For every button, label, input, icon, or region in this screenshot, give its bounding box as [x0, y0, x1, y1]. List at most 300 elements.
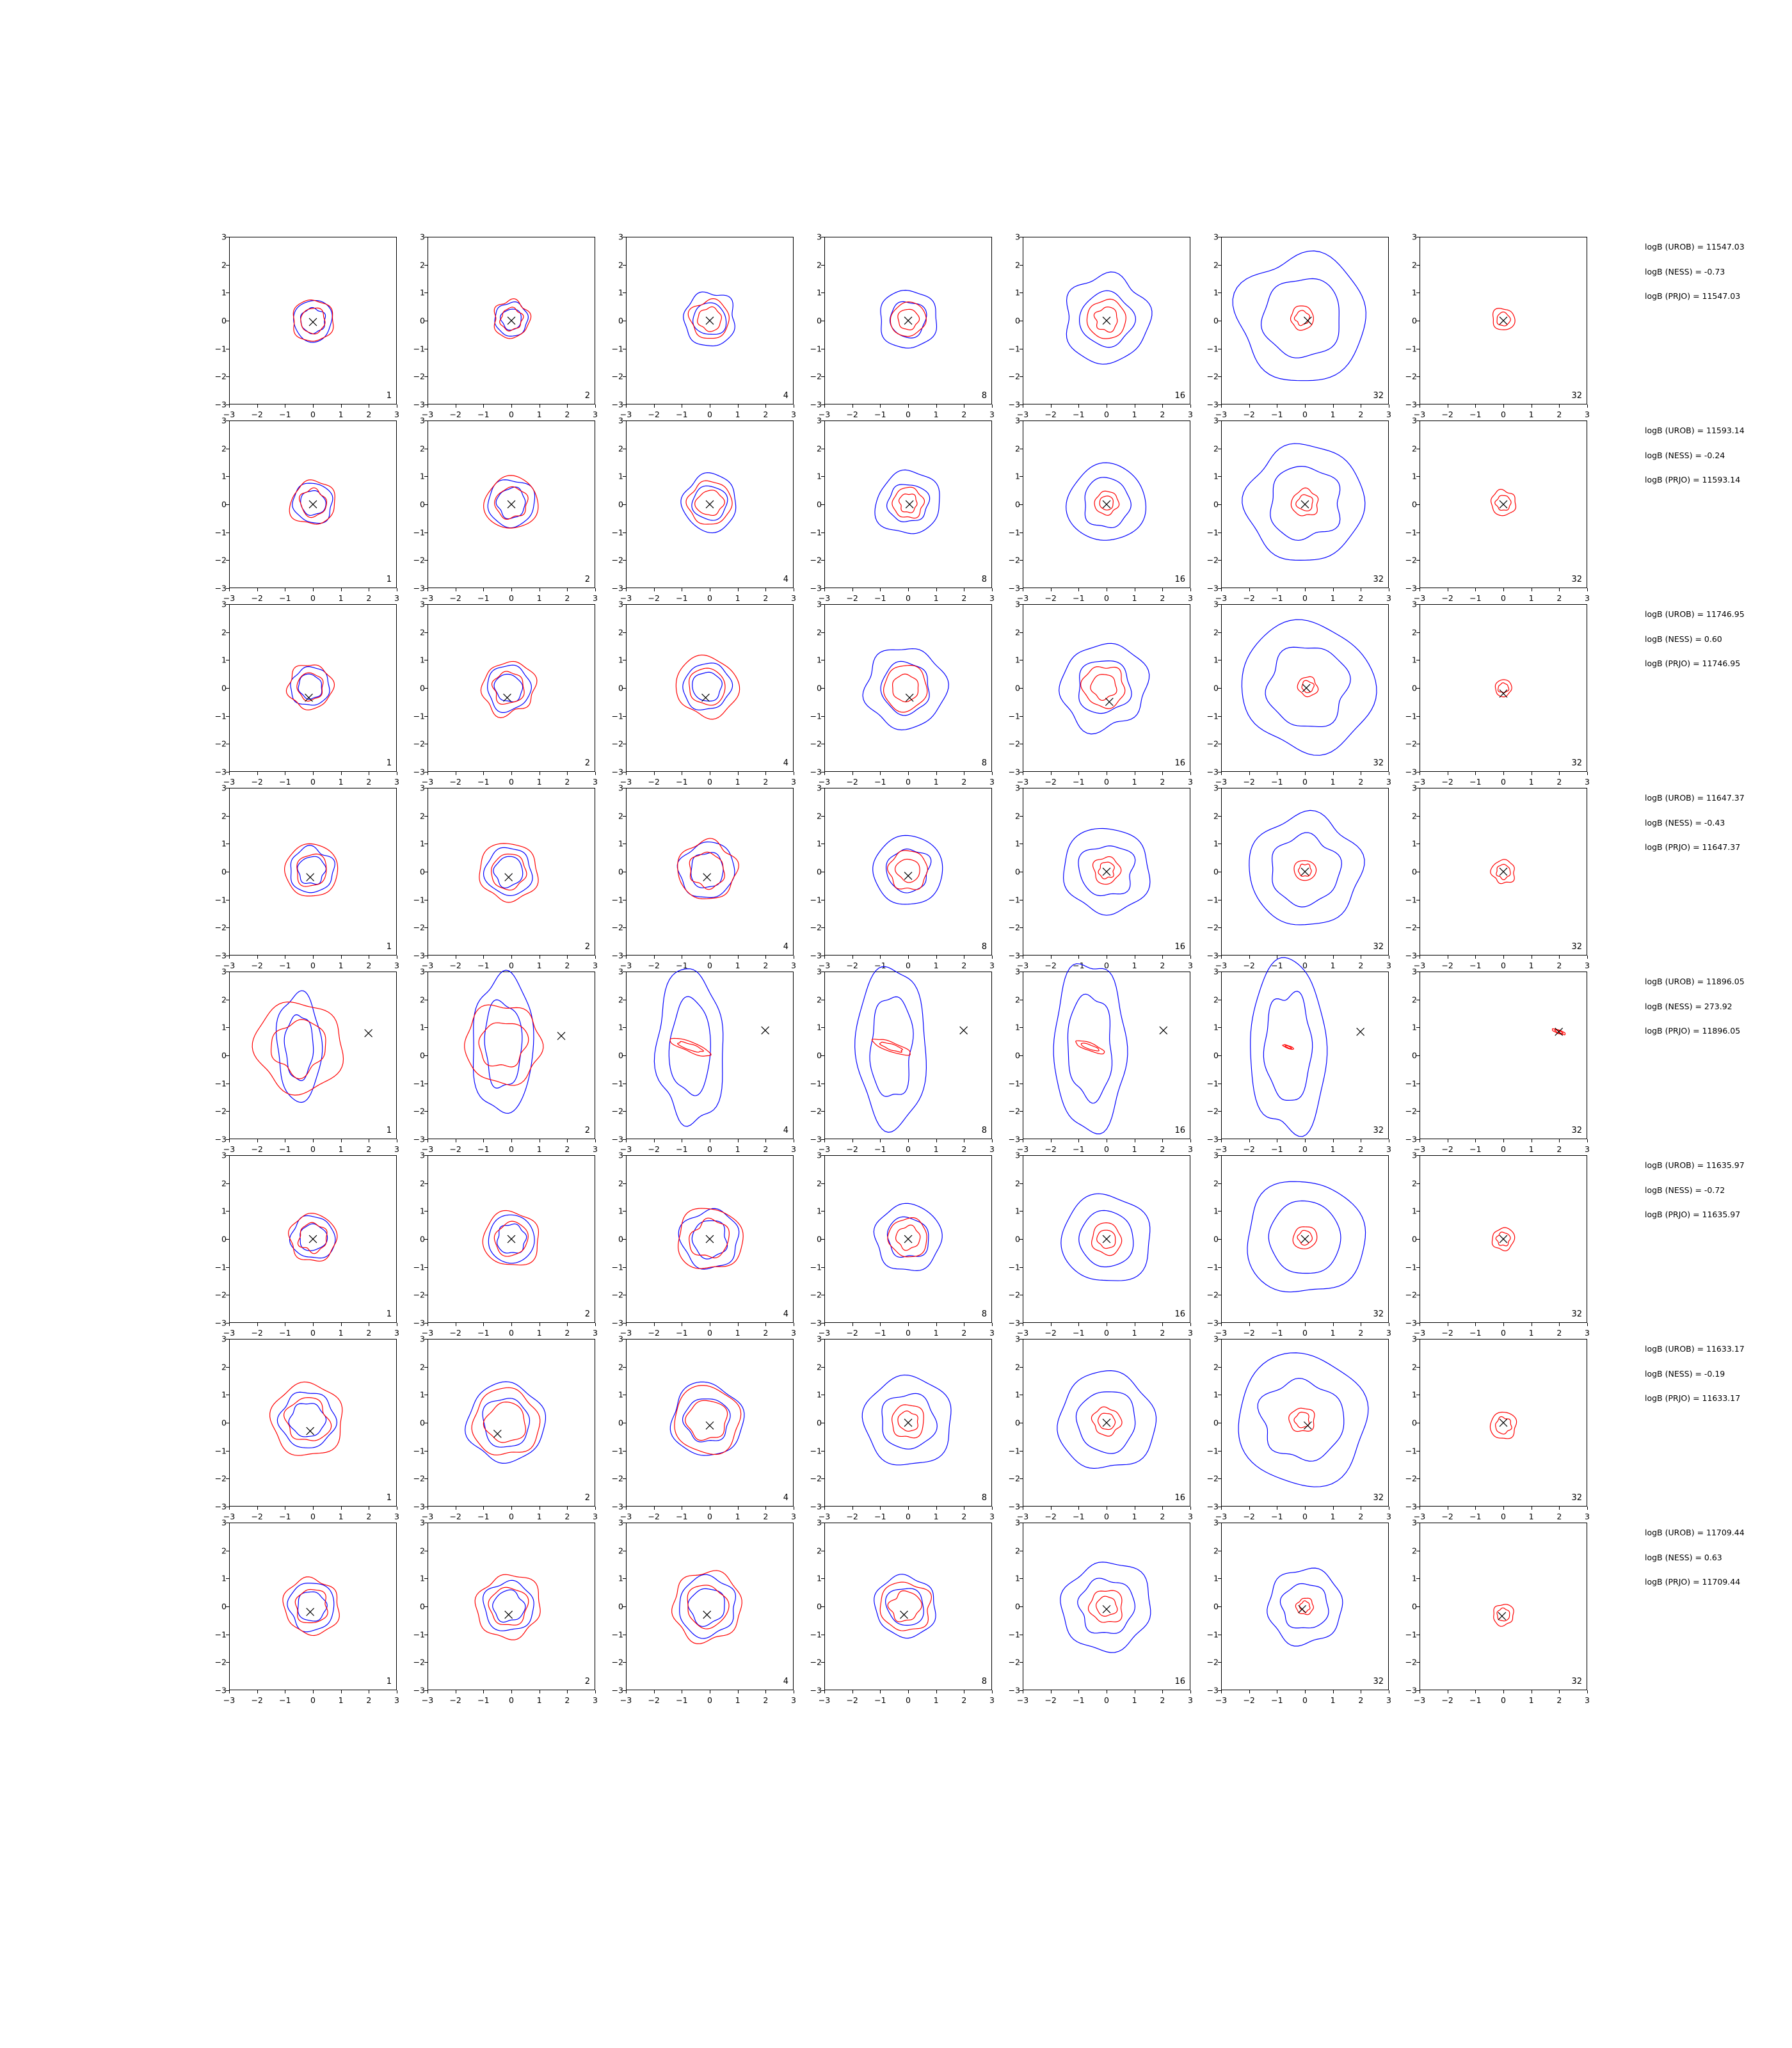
x-tick-label: −2	[846, 1695, 858, 1705]
y-tick-label: 2	[618, 444, 623, 454]
y-tick-label: 3	[1015, 1517, 1020, 1528]
y-tick-label: 2	[1213, 995, 1219, 1005]
y-tick-label: 3	[1213, 232, 1219, 242]
subplot-panel	[1206, 1149, 1408, 1338]
x-tick-label: 2	[1358, 593, 1364, 603]
x-tick-label: −2	[1243, 777, 1255, 787]
approximation-contour-line	[479, 844, 538, 902]
plot-axes	[428, 1155, 595, 1323]
x-tick-mark	[1333, 1139, 1334, 1142]
contour-plot	[1420, 605, 1587, 771]
x-tick-mark	[1051, 1507, 1052, 1510]
y-tick-label: 1	[221, 1206, 227, 1216]
x-tick-mark	[1249, 956, 1250, 959]
x-tick-label: 2	[763, 1512, 769, 1521]
x-tick-mark	[626, 588, 627, 591]
y-tick-label: 3	[817, 966, 822, 977]
y-tick-label: −3	[611, 950, 623, 961]
y-tick-label: −1	[214, 344, 227, 354]
x-tick-label: 3	[1585, 410, 1590, 419]
contour-plot	[230, 1156, 396, 1322]
x-tick-mark	[992, 404, 993, 408]
approximation-contour-line	[1495, 680, 1512, 697]
y-tick-label: 1	[618, 1573, 623, 1583]
stat-line: logB (NESS) = -0.73	[1645, 266, 1725, 276]
y-tick-label: 1	[221, 838, 227, 849]
x-tick-mark	[852, 1139, 853, 1142]
x-tick-label: 0	[707, 961, 712, 970]
y-tick-label: −2	[810, 555, 822, 565]
x-tick-label: 1	[338, 1695, 344, 1705]
y-tick-label: 3	[618, 1334, 623, 1344]
plot-axes	[1023, 972, 1190, 1139]
x-tick-mark	[992, 1323, 993, 1326]
x-tick-label: 1	[536, 1695, 542, 1705]
y-tick-label: 0	[1015, 867, 1020, 877]
plot-axes	[428, 237, 595, 404]
x-tick-label: 1	[536, 1512, 542, 1521]
x-tick-label: 1	[338, 593, 344, 603]
plot-axes	[428, 788, 595, 956]
y-tick-label: 2	[817, 444, 822, 454]
approximation-contour-line	[675, 1386, 741, 1455]
stat-line: logB (UROB) = 11547.03	[1645, 242, 1745, 252]
y-tick-label: 3	[1213, 1517, 1219, 1528]
x-tick-label: 3	[1386, 1695, 1391, 1705]
y-tick-label: 2	[618, 1546, 623, 1556]
panel-count-label: 32	[1571, 1493, 1582, 1503]
y-tick-label: −2	[1405, 1473, 1417, 1484]
x-tick-mark	[257, 772, 258, 775]
y-tick-label: 1	[1213, 1573, 1219, 1583]
subplot-panel	[1405, 1332, 1606, 1521]
x-tick-label: −1	[279, 410, 291, 419]
y-tick-label: −1	[1008, 527, 1020, 538]
x-tick-mark	[1587, 956, 1588, 959]
plot-axes	[1023, 237, 1190, 404]
subplot-panel	[1206, 1516, 1408, 1705]
y-tick-label: 2	[1015, 260, 1020, 270]
contour-plot	[428, 972, 595, 1139]
posterior-contour-line	[863, 649, 948, 730]
subplot-panel	[214, 1149, 416, 1338]
y-tick-label: 3	[221, 415, 227, 426]
x-tick-label: −2	[1044, 777, 1057, 787]
y-tick-label: 0	[817, 316, 822, 326]
contour-plot	[1420, 1156, 1587, 1322]
x-tick-label: −2	[1441, 777, 1453, 787]
y-tick-label: 2	[420, 811, 425, 821]
x-tick-label: −2	[648, 777, 660, 787]
x-tick-label: 3	[791, 1512, 796, 1521]
x-tick-label: 3	[989, 1512, 995, 1521]
x-tick-mark	[738, 1323, 739, 1326]
x-tick-mark	[595, 1139, 596, 1142]
approximation-contour-line	[879, 1042, 902, 1052]
approximation-contour-line	[500, 307, 524, 331]
plot-axes	[1420, 237, 1587, 404]
y-tick-label: −2	[1008, 371, 1020, 381]
y-tick-label: −3	[810, 950, 822, 961]
y-tick-label: −2	[214, 1473, 227, 1484]
x-tick-label: 2	[1556, 1144, 1562, 1154]
x-tick-mark	[595, 772, 596, 775]
plot-axes	[229, 420, 397, 588]
x-tick-label: −2	[1044, 1512, 1057, 1521]
x-tick-label: −3	[223, 961, 236, 970]
subplot-panel	[1206, 1332, 1408, 1521]
x-tick-label: 2	[564, 1695, 570, 1705]
y-tick-label: 2	[221, 444, 227, 454]
posterior-contour-line	[855, 966, 927, 1132]
plot-axes	[1420, 420, 1587, 588]
approximation-contour-line	[285, 844, 338, 896]
x-tick-mark	[654, 588, 655, 591]
x-tick-label: 3	[1585, 961, 1590, 970]
approximation-contour-line	[286, 665, 334, 710]
subplot-panel	[611, 1149, 813, 1338]
x-tick-mark	[1078, 1323, 1079, 1326]
plot-axes	[428, 604, 595, 772]
x-tick-mark	[1587, 1690, 1588, 1693]
row-stats-block	[1645, 794, 1786, 868]
x-tick-label: 1	[1132, 777, 1137, 787]
x-tick-mark	[1503, 772, 1504, 775]
y-tick-label: −2	[1206, 922, 1219, 932]
x-tick-label: −1	[279, 1695, 291, 1705]
x-tick-mark	[1078, 772, 1079, 775]
y-tick-label: 3	[420, 1517, 425, 1528]
y-tick-label: 0	[420, 499, 425, 509]
plot-axes	[1023, 1523, 1190, 1690]
y-tick-label: 3	[221, 232, 227, 242]
y-tick-label: −1	[611, 527, 623, 538]
y-tick-label: −3	[611, 1501, 623, 1512]
row-stats-block	[1645, 611, 1786, 685]
contour-plot	[825, 972, 991, 1139]
posterior-contour-line	[669, 996, 710, 1096]
x-tick-label: 3	[1585, 1512, 1590, 1521]
plot-axes	[1023, 1155, 1190, 1323]
x-tick-label: −2	[449, 1695, 461, 1705]
x-tick-mark	[880, 1323, 881, 1326]
y-tick-label: 3	[420, 232, 425, 242]
contour-plot	[428, 788, 595, 955]
x-tick-label: −3	[421, 1144, 434, 1154]
row-stats-block	[1645, 1162, 1786, 1236]
y-tick-label: 1	[817, 287, 822, 298]
x-tick-mark	[313, 1507, 314, 1510]
panel-count-label: 16	[1174, 758, 1185, 768]
x-tick-mark	[1333, 956, 1334, 959]
x-tick-mark	[1475, 1139, 1476, 1142]
x-tick-label: 0	[1501, 593, 1506, 603]
x-tick-mark	[511, 1139, 512, 1142]
truth-marker-x	[1301, 1235, 1309, 1243]
panel-count-label: 16	[1174, 1677, 1185, 1686]
x-tick-label: 3	[1188, 593, 1193, 603]
y-tick-label: 2	[1213, 811, 1219, 821]
x-tick-mark	[765, 404, 766, 408]
x-tick-label: −1	[874, 1695, 886, 1705]
x-tick-mark	[765, 1323, 766, 1326]
truth-marker-x	[904, 1419, 912, 1427]
contour-plot	[230, 605, 396, 771]
y-tick-label: −2	[810, 1657, 822, 1667]
panel-count-label: 32	[1571, 1126, 1582, 1135]
y-tick-label: 2	[1213, 1362, 1219, 1372]
x-tick-label: −3	[1016, 1328, 1029, 1338]
y-tick-label: 3	[1015, 1334, 1020, 1344]
y-tick-label: −2	[810, 1290, 822, 1300]
x-tick-mark	[595, 404, 596, 408]
x-tick-label: 2	[1556, 593, 1562, 603]
x-tick-label: 1	[933, 777, 939, 787]
y-tick-label: 2	[817, 1362, 822, 1372]
x-tick-mark	[654, 1323, 655, 1326]
x-tick-label: 1	[1528, 1695, 1534, 1705]
y-tick-label: −3	[810, 1134, 822, 1144]
y-tick-label: 0	[1412, 499, 1417, 509]
x-tick-label: 1	[933, 1328, 939, 1338]
x-tick-label: 3	[593, 1695, 598, 1705]
x-tick-label: −2	[251, 1328, 263, 1338]
x-tick-mark	[1078, 404, 1079, 408]
y-tick-label: 1	[1015, 1573, 1020, 1583]
contour-plot	[1420, 421, 1587, 588]
y-tick-label: 3	[1015, 232, 1020, 242]
y-tick-label: 0	[1412, 1234, 1417, 1244]
y-tick-label: 2	[1213, 444, 1219, 454]
truth-marker-x	[1105, 698, 1113, 706]
x-tick-mark	[1162, 956, 1163, 959]
approximation-contour-line	[1087, 299, 1126, 339]
y-tick-label: 3	[618, 966, 623, 977]
x-tick-mark	[595, 588, 596, 591]
stat-line: logB (PRJO) = 11647.37	[1645, 842, 1741, 852]
y-tick-label: 3	[1015, 1150, 1020, 1160]
contour-plot	[1222, 788, 1388, 955]
approximation-contour-line	[695, 490, 725, 516]
x-tick-label: 3	[394, 1144, 399, 1154]
x-tick-label: −1	[1469, 1695, 1482, 1705]
y-tick-label: −1	[1008, 344, 1020, 354]
x-tick-label: 1	[338, 410, 344, 419]
x-tick-label: −2	[449, 410, 461, 419]
stat-line: logB (NESS) = 273.92	[1645, 1001, 1732, 1011]
x-tick-label: 2	[1160, 961, 1165, 970]
subplot-panel	[1008, 781, 1210, 970]
x-tick-label: 2	[763, 410, 769, 419]
y-tick-label: −3	[810, 399, 822, 410]
y-tick-label: 0	[1412, 1601, 1417, 1612]
x-tick-mark	[1078, 1690, 1079, 1693]
x-tick-label: 2	[1358, 961, 1364, 970]
y-tick-label: −2	[413, 922, 425, 932]
x-tick-mark	[936, 956, 937, 959]
y-tick-label: 2	[420, 1178, 425, 1188]
y-tick-label: 0	[1015, 499, 1020, 509]
panel-count-label: 4	[783, 1493, 788, 1503]
x-tick-label: 3	[1386, 1144, 1391, 1154]
x-tick-mark	[1333, 1323, 1334, 1326]
x-tick-label: 3	[791, 961, 796, 970]
panel-count-label: 16	[1174, 942, 1185, 952]
panel-count-label: 32	[1373, 575, 1384, 584]
x-tick-label: 2	[1358, 1695, 1364, 1705]
panel-count-label: 1	[386, 1493, 392, 1503]
x-tick-label: −3	[421, 961, 434, 970]
x-tick-label: −2	[1441, 593, 1453, 603]
posterior-contour-line	[484, 847, 533, 895]
y-tick-label: −2	[1405, 922, 1417, 932]
x-tick-label: −3	[1016, 1144, 1029, 1154]
truth-marker-x	[1160, 1027, 1167, 1034]
x-tick-label: −2	[1044, 1328, 1057, 1338]
y-tick-label: 0	[817, 867, 822, 877]
y-tick-label: −3	[1405, 950, 1417, 961]
x-tick-label: −3	[1413, 777, 1426, 787]
y-tick-label: −2	[1405, 555, 1417, 565]
x-tick-mark	[1559, 772, 1560, 775]
y-tick-label: 2	[420, 444, 425, 454]
y-tick-label: 0	[221, 867, 227, 877]
x-tick-label: 0	[509, 410, 514, 419]
stat-line: logB (UROB) = 11709.44	[1645, 1528, 1745, 1537]
x-tick-label: −3	[620, 593, 632, 603]
contour-plot	[627, 788, 793, 955]
x-tick-label: 0	[906, 593, 911, 603]
y-tick-label: −2	[611, 922, 623, 932]
truth-marker-x	[365, 1029, 372, 1037]
y-tick-label: 3	[618, 783, 623, 793]
x-tick-label: −3	[818, 1144, 831, 1154]
x-tick-mark	[738, 956, 739, 959]
y-tick-label: 2	[1015, 1362, 1020, 1372]
contour-plot	[1222, 1523, 1388, 1690]
x-tick-mark	[1162, 588, 1163, 591]
subplot-panel	[413, 781, 614, 970]
y-tick-label: −2	[1405, 371, 1417, 381]
y-tick-label: 0	[420, 316, 425, 326]
y-tick-label: 3	[420, 966, 425, 977]
x-tick-mark	[1078, 1507, 1079, 1510]
subplot-panel	[611, 1516, 813, 1705]
y-tick-label: 1	[1412, 1022, 1417, 1032]
y-tick-label: −2	[1405, 1657, 1417, 1667]
panel-count-label: 32	[1373, 1126, 1384, 1135]
x-tick-label: −2	[846, 1328, 858, 1338]
x-tick-label: −3	[1413, 961, 1426, 970]
approximation-contour-line	[672, 1571, 742, 1644]
y-tick-label: −3	[1008, 1318, 1020, 1328]
x-tick-label: −3	[1413, 593, 1426, 603]
y-tick-label: 3	[817, 415, 822, 426]
x-tick-label: −2	[648, 410, 660, 419]
y-tick-label: 1	[221, 1022, 227, 1032]
x-tick-label: −2	[648, 593, 660, 603]
x-tick-label: 2	[763, 1695, 769, 1705]
truth-marker-x	[960, 1027, 968, 1034]
x-tick-mark	[1503, 1690, 1504, 1693]
truth-marker-x	[1103, 1235, 1110, 1243]
x-tick-mark	[654, 956, 655, 959]
x-tick-label: −2	[1044, 1144, 1057, 1154]
subplot-panel	[1405, 965, 1606, 1154]
y-tick-label: 1	[1015, 838, 1020, 849]
x-tick-mark	[908, 588, 909, 591]
y-tick-label: −3	[413, 1318, 425, 1328]
x-tick-mark	[567, 588, 568, 591]
contour-plot	[825, 1156, 991, 1322]
y-tick-label: −2	[810, 739, 822, 749]
x-tick-mark	[626, 1323, 627, 1326]
subplot-panel	[810, 230, 1011, 419]
posterior-contour-line	[301, 491, 326, 516]
y-tick-label: −3	[611, 1318, 623, 1328]
panel-count-label: 8	[981, 942, 987, 952]
y-tick-label: 2	[221, 1178, 227, 1188]
x-tick-label: −1	[1271, 777, 1283, 787]
x-tick-mark	[1475, 1323, 1476, 1326]
y-tick-label: 2	[1015, 444, 1020, 454]
x-tick-label: −1	[874, 961, 886, 970]
plot-axes	[824, 420, 992, 588]
stat-line: logB (NESS) = -0.72	[1645, 1185, 1725, 1195]
x-tick-label: 3	[1188, 961, 1193, 970]
x-tick-mark	[511, 1323, 512, 1326]
y-tick-label: 3	[420, 1334, 425, 1344]
x-tick-label: 0	[1302, 593, 1308, 603]
approximation-contour-line	[1294, 310, 1309, 326]
x-tick-label: −1	[279, 593, 291, 603]
y-tick-label: −2	[1008, 555, 1020, 565]
posterior-contour-line	[1078, 1578, 1135, 1633]
x-tick-mark	[992, 1507, 993, 1510]
x-tick-label: 1	[933, 1512, 939, 1521]
approximation-contour-line	[687, 1585, 729, 1629]
stat-line: logB (NESS) = -0.43	[1645, 817, 1725, 828]
x-tick-label: −1	[477, 1695, 490, 1705]
panel-count-label: 2	[584, 758, 590, 768]
stat-line: logB (UROB) = 11633.17	[1645, 1344, 1745, 1354]
y-tick-label: −2	[1206, 1657, 1219, 1667]
subplot-panel	[810, 1149, 1011, 1338]
x-tick-label: 1	[735, 1512, 740, 1521]
x-tick-label: −3	[1413, 1512, 1426, 1521]
y-tick-label: 1	[420, 287, 425, 298]
plot-axes	[626, 1339, 794, 1507]
x-tick-label: 3	[791, 593, 796, 603]
x-tick-label: −3	[421, 593, 434, 603]
x-tick-mark	[1559, 1507, 1560, 1510]
x-tick-label: 0	[1104, 961, 1109, 970]
x-tick-label: −3	[1215, 1328, 1228, 1338]
y-tick-label: −2	[611, 1657, 623, 1667]
y-tick-label: 3	[1412, 1150, 1417, 1160]
y-tick-label: 3	[1412, 1334, 1417, 1344]
posterior-contour-line	[483, 1398, 529, 1447]
posterior-contour-line	[1057, 1371, 1156, 1469]
y-tick-label: 3	[221, 783, 227, 793]
x-tick-label: 3	[1585, 777, 1590, 787]
y-tick-label: −3	[1405, 1134, 1417, 1144]
truth-marker-x	[309, 500, 317, 508]
y-tick-label: −3	[1206, 583, 1219, 593]
x-tick-label: 2	[961, 1328, 967, 1338]
posterior-contour-line	[1233, 251, 1366, 381]
x-tick-label: 3	[1585, 1328, 1590, 1338]
